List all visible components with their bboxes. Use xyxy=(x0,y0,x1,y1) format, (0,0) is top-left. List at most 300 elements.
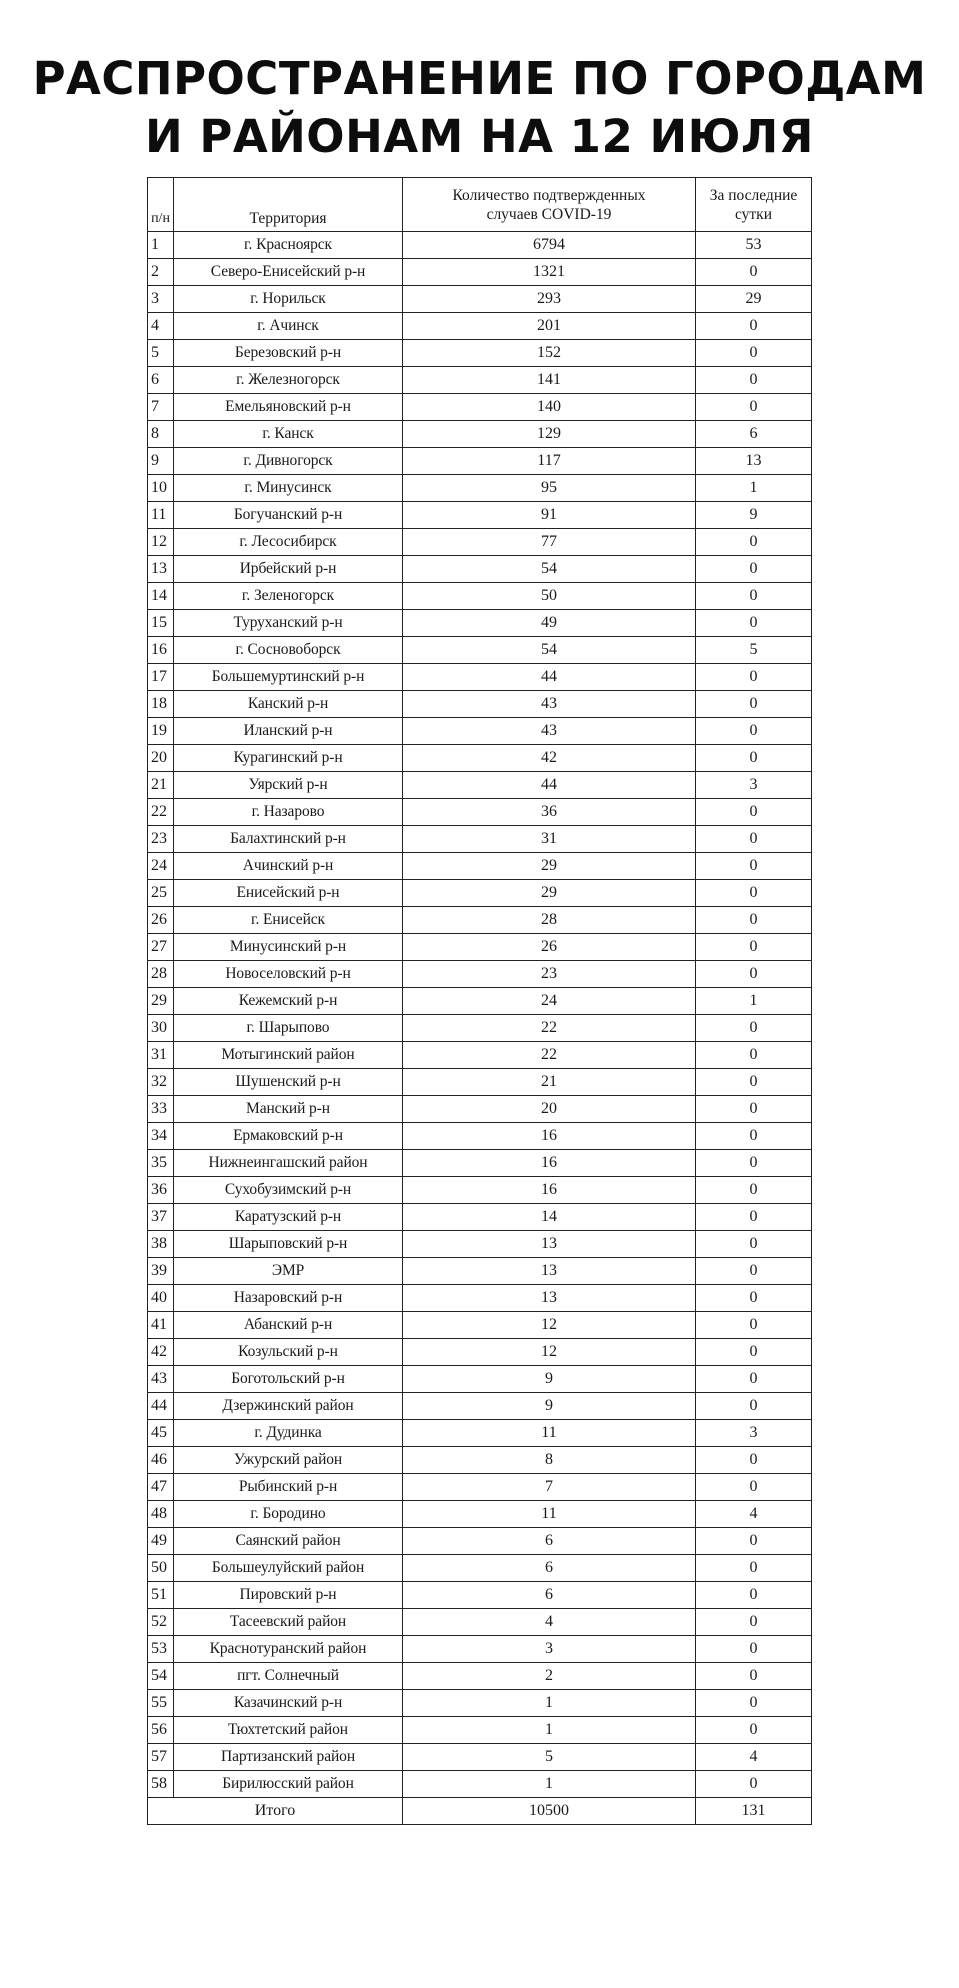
row-number: 25 xyxy=(148,880,174,907)
row-confirmed-cases: 6 xyxy=(403,1528,696,1555)
row-number: 45 xyxy=(148,1420,174,1447)
row-last-day: 0 xyxy=(696,907,812,934)
row-confirmed-cases: 50 xyxy=(403,583,696,610)
row-number: 7 xyxy=(148,394,174,421)
page-title xyxy=(0,50,959,166)
row-territory: Ермаковский р-н xyxy=(174,1123,403,1150)
row-last-day: 0 xyxy=(696,556,812,583)
row-confirmed-cases: 117 xyxy=(403,448,696,475)
row-confirmed-cases: 16 xyxy=(403,1123,696,1150)
row-last-day: 0 xyxy=(696,1528,812,1555)
row-last-day: 0 xyxy=(696,529,812,556)
row-number: 8 xyxy=(148,421,174,448)
header-territory: Территория xyxy=(174,178,403,232)
table-row xyxy=(148,1123,812,1150)
row-number: 26 xyxy=(148,907,174,934)
row-territory: Березовский р-н xyxy=(174,340,403,367)
row-last-day: 0 xyxy=(696,718,812,745)
header-last-day xyxy=(696,178,812,232)
row-last-day: 0 xyxy=(696,880,812,907)
row-number: 31 xyxy=(148,1042,174,1069)
row-number: 22 xyxy=(148,799,174,826)
row-last-day: 0 xyxy=(696,1609,812,1636)
row-confirmed-cases: 31 xyxy=(403,826,696,853)
row-territory: Козульский р-н xyxy=(174,1339,403,1366)
row-confirmed-cases: 140 xyxy=(403,394,696,421)
row-territory: Ужурский район xyxy=(174,1447,403,1474)
row-last-day: 1 xyxy=(696,988,812,1015)
row-number: 1 xyxy=(148,232,174,259)
row-number: 29 xyxy=(148,988,174,1015)
row-number: 30 xyxy=(148,1015,174,1042)
row-number: 6 xyxy=(148,367,174,394)
table-row xyxy=(148,259,812,286)
row-last-day: 0 xyxy=(696,1771,812,1798)
row-confirmed-cases: 43 xyxy=(403,691,696,718)
row-number: 12 xyxy=(148,529,174,556)
table-row xyxy=(148,691,812,718)
row-territory: г. Норильск xyxy=(174,286,403,313)
row-last-day: 0 xyxy=(696,1339,812,1366)
row-last-day: 0 xyxy=(696,313,812,340)
row-confirmed-cases: 141 xyxy=(403,367,696,394)
row-territory: Краснотуранский район xyxy=(174,1636,403,1663)
row-last-day: 0 xyxy=(696,691,812,718)
row-territory: Туруханский р-н xyxy=(174,610,403,637)
row-territory: Мотыгинский район xyxy=(174,1042,403,1069)
row-confirmed-cases: 43 xyxy=(403,718,696,745)
header-row xyxy=(148,178,812,232)
row-number: 40 xyxy=(148,1285,174,1312)
row-last-day: 1 xyxy=(696,475,812,502)
row-number: 58 xyxy=(148,1771,174,1798)
row-confirmed-cases: 23 xyxy=(403,961,696,988)
row-last-day: 0 xyxy=(696,934,812,961)
row-number: 15 xyxy=(148,610,174,637)
row-territory: Назаровский р-н xyxy=(174,1285,403,1312)
row-number: 52 xyxy=(148,1609,174,1636)
row-territory: Уярский р-н xyxy=(174,772,403,799)
row-territory: Тасеевский район xyxy=(174,1609,403,1636)
row-last-day: 0 xyxy=(696,1069,812,1096)
table-row xyxy=(148,637,812,664)
row-last-day: 0 xyxy=(696,961,812,988)
row-number: 32 xyxy=(148,1069,174,1096)
row-number: 56 xyxy=(148,1717,174,1744)
row-territory: пгт. Солнечный xyxy=(174,1663,403,1690)
row-territory: г. Бородино xyxy=(174,1501,403,1528)
row-confirmed-cases: 21 xyxy=(403,1069,696,1096)
header-last-day-line-2: сутки xyxy=(734,205,773,223)
table-row xyxy=(148,610,812,637)
row-last-day: 0 xyxy=(696,1204,812,1231)
header-confirmed-line-2: случаев COVID-19 xyxy=(486,205,612,223)
row-last-day: 0 xyxy=(696,610,812,637)
row-last-day: 0 xyxy=(696,1393,812,1420)
row-confirmed-cases: 1321 xyxy=(403,259,696,286)
row-territory: Манский р-н xyxy=(174,1096,403,1123)
row-territory: Большеулуйский район xyxy=(174,1555,403,1582)
table-row xyxy=(148,934,812,961)
table-row xyxy=(148,1069,812,1096)
row-number: 46 xyxy=(148,1447,174,1474)
row-number: 19 xyxy=(148,718,174,745)
row-confirmed-cases: 54 xyxy=(403,637,696,664)
table-row xyxy=(148,1582,812,1609)
header-confirmed-line-1: Количество подтвержденных xyxy=(452,186,646,204)
covid-cases-table xyxy=(147,177,812,1825)
table-row xyxy=(148,1474,812,1501)
table-row xyxy=(148,1528,812,1555)
row-number: 10 xyxy=(148,475,174,502)
table-footer xyxy=(148,1798,812,1825)
row-territory: г. Дудинка xyxy=(174,1420,403,1447)
row-number: 37 xyxy=(148,1204,174,1231)
row-number: 38 xyxy=(148,1231,174,1258)
row-confirmed-cases: 5 xyxy=(403,1744,696,1771)
row-number: 23 xyxy=(148,826,174,853)
row-last-day: 0 xyxy=(696,1690,812,1717)
row-territory: Бирилюсский район xyxy=(174,1771,403,1798)
row-territory: Рыбинский р-н xyxy=(174,1474,403,1501)
table-row xyxy=(148,1555,812,1582)
row-last-day: 0 xyxy=(696,340,812,367)
row-number: 39 xyxy=(148,1258,174,1285)
row-number: 2 xyxy=(148,259,174,286)
table-row xyxy=(148,1339,812,1366)
row-number: 48 xyxy=(148,1501,174,1528)
row-territory: ЭМР xyxy=(174,1258,403,1285)
row-territory: Тюхтетский район xyxy=(174,1717,403,1744)
row-number: 54 xyxy=(148,1663,174,1690)
row-last-day: 4 xyxy=(696,1744,812,1771)
row-confirmed-cases: 8 xyxy=(403,1447,696,1474)
table-row xyxy=(148,1447,812,1474)
row-number: 5 xyxy=(148,340,174,367)
row-last-day: 0 xyxy=(696,367,812,394)
row-territory: г. Енисейск xyxy=(174,907,403,934)
row-last-day: 53 xyxy=(696,232,812,259)
row-confirmed-cases: 6 xyxy=(403,1555,696,1582)
row-confirmed-cases: 54 xyxy=(403,556,696,583)
row-territory: Казачинский р-н xyxy=(174,1690,403,1717)
table-row xyxy=(148,853,812,880)
row-number: 49 xyxy=(148,1528,174,1555)
row-confirmed-cases: 22 xyxy=(403,1015,696,1042)
table-row xyxy=(148,421,812,448)
row-territory: г. Ачинск xyxy=(174,313,403,340)
row-territory: г. Лесосибирск xyxy=(174,529,403,556)
row-confirmed-cases: 42 xyxy=(403,745,696,772)
row-number: 18 xyxy=(148,691,174,718)
row-territory: Нижнеингашский район xyxy=(174,1150,403,1177)
row-last-day: 0 xyxy=(696,1096,812,1123)
row-number: 14 xyxy=(148,583,174,610)
row-territory: Партизанский район xyxy=(174,1744,403,1771)
row-confirmed-cases: 13 xyxy=(403,1231,696,1258)
table-row xyxy=(148,1258,812,1285)
row-territory: г. Зеленогорск xyxy=(174,583,403,610)
row-number: 20 xyxy=(148,745,174,772)
row-confirmed-cases: 9 xyxy=(403,1393,696,1420)
row-number: 57 xyxy=(148,1744,174,1771)
row-confirmed-cases: 2 xyxy=(403,1663,696,1690)
row-number: 41 xyxy=(148,1312,174,1339)
row-territory: г. Красноярск xyxy=(174,232,403,259)
row-territory: г. Канск xyxy=(174,421,403,448)
table-row xyxy=(148,232,812,259)
row-confirmed-cases: 13 xyxy=(403,1285,696,1312)
row-last-day: 0 xyxy=(696,259,812,286)
row-number: 11 xyxy=(148,502,174,529)
table-row xyxy=(148,826,812,853)
row-number: 3 xyxy=(148,286,174,313)
row-number: 55 xyxy=(148,1690,174,1717)
table-row xyxy=(148,1042,812,1069)
row-confirmed-cases: 16 xyxy=(403,1177,696,1204)
row-territory: Новоселовский р-н xyxy=(174,961,403,988)
table-row xyxy=(148,1366,812,1393)
row-confirmed-cases: 77 xyxy=(403,529,696,556)
row-territory: Большемуртинский р-н xyxy=(174,664,403,691)
row-last-day: 0 xyxy=(696,1123,812,1150)
header-number: п/н xyxy=(148,178,174,232)
row-territory: Богучанский р-н xyxy=(174,502,403,529)
row-confirmed-cases: 4 xyxy=(403,1609,696,1636)
row-confirmed-cases: 44 xyxy=(403,772,696,799)
table-row xyxy=(148,961,812,988)
row-territory: Иланский р-н xyxy=(174,718,403,745)
row-last-day: 0 xyxy=(696,1636,812,1663)
table-row xyxy=(148,1312,812,1339)
row-number: 17 xyxy=(148,664,174,691)
row-territory: Балахтинский р-н xyxy=(174,826,403,853)
row-territory: г. Сосновоборск xyxy=(174,637,403,664)
row-confirmed-cases: 293 xyxy=(403,286,696,313)
row-number: 51 xyxy=(148,1582,174,1609)
row-confirmed-cases: 1 xyxy=(403,1771,696,1798)
row-confirmed-cases: 7 xyxy=(403,1474,696,1501)
row-last-day: 0 xyxy=(696,664,812,691)
row-confirmed-cases: 11 xyxy=(403,1420,696,1447)
total-label: Итого xyxy=(148,1798,403,1825)
table-row xyxy=(148,1771,812,1798)
title-line-2: И РАЙОНАМ НА 12 ИЮЛЯ xyxy=(145,110,814,163)
total-row xyxy=(148,1798,812,1825)
row-confirmed-cases: 129 xyxy=(403,421,696,448)
table-row xyxy=(148,286,812,313)
row-territory: Курагинский р-н xyxy=(174,745,403,772)
row-last-day: 0 xyxy=(696,1150,812,1177)
row-territory: Ачинский р-н xyxy=(174,853,403,880)
row-territory: г. Железногорск xyxy=(174,367,403,394)
row-number: 50 xyxy=(148,1555,174,1582)
row-confirmed-cases: 1 xyxy=(403,1717,696,1744)
table-row xyxy=(148,583,812,610)
row-last-day: 0 xyxy=(696,583,812,610)
row-territory: г. Шарыпово xyxy=(174,1015,403,1042)
row-last-day: 0 xyxy=(696,799,812,826)
row-confirmed-cases: 22 xyxy=(403,1042,696,1069)
row-territory: Саянский район xyxy=(174,1528,403,1555)
row-number: 42 xyxy=(148,1339,174,1366)
table-row xyxy=(148,907,812,934)
table-row xyxy=(148,1609,812,1636)
row-territory: Сухобузимский р-н xyxy=(174,1177,403,1204)
row-territory: Боготольский р-н xyxy=(174,1366,403,1393)
row-last-day: 0 xyxy=(696,853,812,880)
row-confirmed-cases: 14 xyxy=(403,1204,696,1231)
row-last-day: 0 xyxy=(696,1042,812,1069)
row-last-day: 0 xyxy=(696,1717,812,1744)
row-number: 13 xyxy=(148,556,174,583)
table-row xyxy=(148,448,812,475)
table-row xyxy=(148,772,812,799)
table-row xyxy=(148,1015,812,1042)
table-row xyxy=(148,1690,812,1717)
row-confirmed-cases: 16 xyxy=(403,1150,696,1177)
row-last-day: 0 xyxy=(696,1474,812,1501)
row-territory: Северо-Енисейский р-н xyxy=(174,259,403,286)
table-header xyxy=(148,178,812,232)
table-row xyxy=(148,394,812,421)
row-confirmed-cases: 12 xyxy=(403,1339,696,1366)
table-row xyxy=(148,1663,812,1690)
row-last-day: 0 xyxy=(696,1555,812,1582)
row-confirmed-cases: 29 xyxy=(403,880,696,907)
row-number: 36 xyxy=(148,1177,174,1204)
row-confirmed-cases: 152 xyxy=(403,340,696,367)
row-last-day: 0 xyxy=(696,1177,812,1204)
header-last-day-line-1: За последние xyxy=(709,186,798,204)
table-row xyxy=(148,556,812,583)
row-last-day: 0 xyxy=(696,1582,812,1609)
table-row xyxy=(148,475,812,502)
row-confirmed-cases: 201 xyxy=(403,313,696,340)
table-row xyxy=(148,340,812,367)
row-confirmed-cases: 6 xyxy=(403,1582,696,1609)
row-number: 35 xyxy=(148,1150,174,1177)
row-number: 16 xyxy=(148,637,174,664)
row-last-day: 13 xyxy=(696,448,812,475)
table-row xyxy=(148,1204,812,1231)
row-last-day: 0 xyxy=(696,1231,812,1258)
row-territory: Шушенский р-н xyxy=(174,1069,403,1096)
row-last-day: 0 xyxy=(696,1663,812,1690)
table-row xyxy=(148,529,812,556)
row-confirmed-cases: 26 xyxy=(403,934,696,961)
row-confirmed-cases: 28 xyxy=(403,907,696,934)
row-territory: Каратузский р-н xyxy=(174,1204,403,1231)
table-row xyxy=(148,1285,812,1312)
row-territory: Минусинский р-н xyxy=(174,934,403,961)
row-territory: г. Минусинск xyxy=(174,475,403,502)
table-row xyxy=(148,880,812,907)
row-number: 4 xyxy=(148,313,174,340)
row-confirmed-cases: 6794 xyxy=(403,232,696,259)
row-confirmed-cases: 36 xyxy=(403,799,696,826)
row-last-day: 0 xyxy=(696,1447,812,1474)
header-confirmed-cases xyxy=(403,178,696,232)
row-confirmed-cases: 11 xyxy=(403,1501,696,1528)
row-last-day: 5 xyxy=(696,637,812,664)
row-territory: Пировский р-н xyxy=(174,1582,403,1609)
row-number: 33 xyxy=(148,1096,174,1123)
row-territory: Енисейский р-н xyxy=(174,880,403,907)
row-last-day: 0 xyxy=(696,1015,812,1042)
row-territory: Емельяновский р-н xyxy=(174,394,403,421)
table-row xyxy=(148,1636,812,1663)
row-territory: Абанский р-н xyxy=(174,1312,403,1339)
row-last-day: 4 xyxy=(696,1501,812,1528)
row-territory: г. Назарово xyxy=(174,799,403,826)
total-confirmed: 10500 xyxy=(403,1798,696,1825)
row-confirmed-cases: 12 xyxy=(403,1312,696,1339)
table-body xyxy=(148,232,812,1798)
row-last-day: 0 xyxy=(696,745,812,772)
row-territory: Ирбейский р-н xyxy=(174,556,403,583)
row-number: 21 xyxy=(148,772,174,799)
table-row xyxy=(148,1231,812,1258)
table-row xyxy=(148,799,812,826)
row-last-day: 0 xyxy=(696,826,812,853)
row-territory: Шарыповский р-н xyxy=(174,1231,403,1258)
table-row xyxy=(148,313,812,340)
row-number: 44 xyxy=(148,1393,174,1420)
table-row xyxy=(148,745,812,772)
row-number: 53 xyxy=(148,1636,174,1663)
table-row xyxy=(148,1177,812,1204)
row-confirmed-cases: 29 xyxy=(403,853,696,880)
row-last-day: 3 xyxy=(696,1420,812,1447)
row-confirmed-cases: 3 xyxy=(403,1636,696,1663)
row-last-day: 3 xyxy=(696,772,812,799)
table-row xyxy=(148,367,812,394)
table-row xyxy=(148,502,812,529)
row-last-day: 0 xyxy=(696,1366,812,1393)
table-row xyxy=(148,1150,812,1177)
row-last-day: 0 xyxy=(696,1312,812,1339)
row-territory: Канский р-н xyxy=(174,691,403,718)
row-number: 34 xyxy=(148,1123,174,1150)
row-territory: г. Дивногорск xyxy=(174,448,403,475)
row-last-day: 0 xyxy=(696,1285,812,1312)
row-confirmed-cases: 9 xyxy=(403,1366,696,1393)
row-confirmed-cases: 24 xyxy=(403,988,696,1015)
row-number: 9 xyxy=(148,448,174,475)
row-last-day: 9 xyxy=(696,502,812,529)
table-row xyxy=(148,718,812,745)
table-row xyxy=(148,1393,812,1420)
row-number: 28 xyxy=(148,961,174,988)
row-territory: Кежемский р-н xyxy=(174,988,403,1015)
row-confirmed-cases: 13 xyxy=(403,1258,696,1285)
row-number: 43 xyxy=(148,1366,174,1393)
row-confirmed-cases: 44 xyxy=(403,664,696,691)
table-row xyxy=(148,988,812,1015)
row-last-day: 0 xyxy=(696,394,812,421)
row-number: 24 xyxy=(148,853,174,880)
row-confirmed-cases: 1 xyxy=(403,1690,696,1717)
table-row xyxy=(148,1501,812,1528)
row-confirmed-cases: 49 xyxy=(403,610,696,637)
table-row xyxy=(148,1420,812,1447)
total-last-day: 131 xyxy=(696,1798,812,1825)
row-territory: Дзержинский район xyxy=(174,1393,403,1420)
row-last-day: 6 xyxy=(696,421,812,448)
row-number: 27 xyxy=(148,934,174,961)
table-row xyxy=(148,1096,812,1123)
